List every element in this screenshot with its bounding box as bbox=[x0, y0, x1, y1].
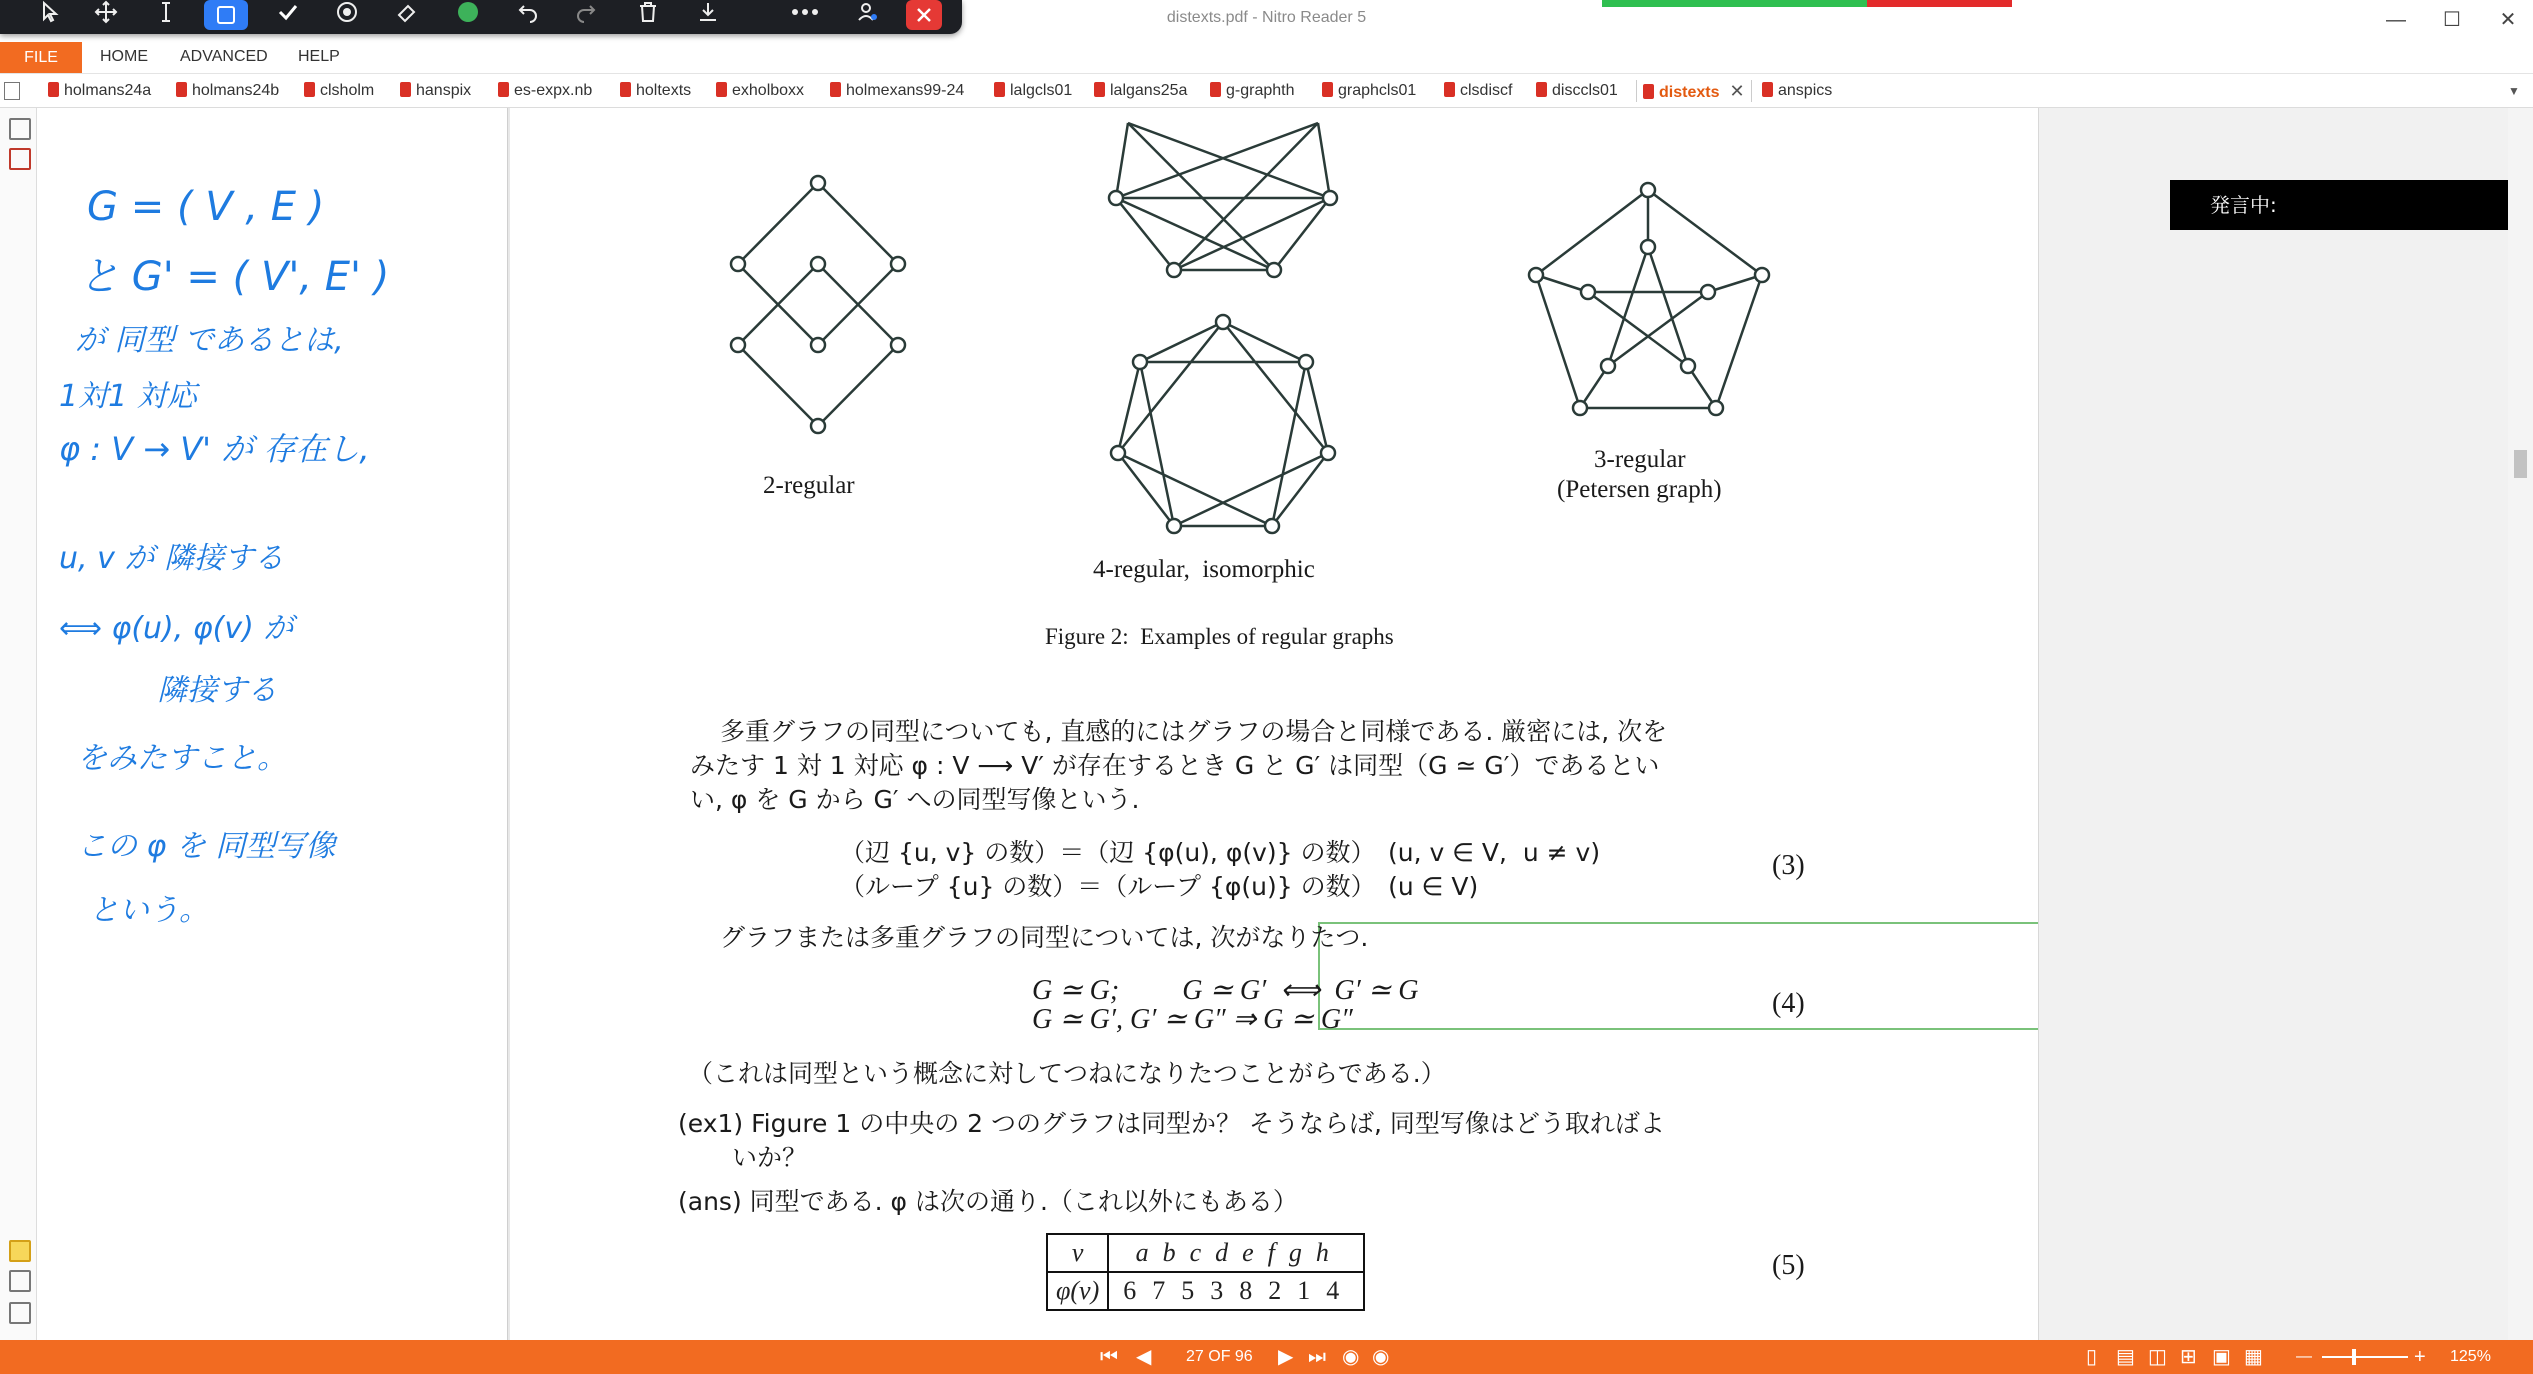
facing-continuous-view-icon[interactable]: ⊞ bbox=[2180, 1346, 2197, 1368]
label-two-regular: 2-regular bbox=[763, 472, 855, 499]
tab-label: exholboxx bbox=[732, 82, 805, 99]
delete-icon[interactable] bbox=[628, 0, 668, 30]
row-label-v: v bbox=[1047, 1234, 1108, 1272]
pdf-file-icon bbox=[716, 82, 727, 97]
tab-close-icon[interactable]: ✕ bbox=[1729, 81, 1745, 101]
tab-es-expx[interactable] bbox=[498, 80, 592, 102]
tab-label: holmans24b bbox=[192, 82, 280, 99]
tab-label: lalgcls01 bbox=[1010, 82, 1073, 99]
fit-width-icon[interactable]: ▦ bbox=[2244, 1346, 2263, 1368]
tab-label: disccls01 bbox=[1552, 82, 1618, 99]
more-icon[interactable] bbox=[785, 0, 825, 30]
tab-label: anspics bbox=[1778, 82, 1833, 99]
tab-anspics[interactable] bbox=[1762, 80, 1832, 102]
previous-page-icon[interactable]: ◀ bbox=[1136, 1346, 1152, 1368]
menu-home[interactable]: HOME bbox=[100, 48, 148, 65]
pdf-file-icon bbox=[304, 82, 315, 97]
pdf-file-icon bbox=[1210, 82, 1221, 97]
equation-4-number: (4) bbox=[1772, 988, 1805, 1019]
speaking-banner: 発言中: bbox=[2170, 180, 2512, 230]
pdf-file-icon bbox=[498, 82, 509, 97]
exercise-1-line-2: いか？ bbox=[732, 1143, 808, 1172]
pdf-file-icon bbox=[1094, 82, 1105, 97]
equation-4-line-1: G ≃ G; G ≃ G′ ⟺ G′ ≃ G bbox=[1032, 975, 1419, 1006]
redo-icon[interactable] bbox=[566, 0, 606, 30]
attachments-panel-icon[interactable] bbox=[9, 1270, 31, 1292]
figure-caption: Figure 2: Examples of regular graphs bbox=[1045, 624, 1394, 649]
petersen-graph bbox=[1536, 190, 1762, 408]
tab-label: distexts bbox=[1659, 84, 1720, 101]
settings-icon[interactable] bbox=[848, 0, 888, 30]
pdf-file-icon bbox=[1536, 82, 1547, 97]
two-regular-graph bbox=[738, 183, 898, 426]
forward-icon[interactable]: ◉ bbox=[1372, 1346, 1390, 1368]
exercise-1-line-1: (ex1) Figure 1 の中央の 2 つのグラフは同型か？ そうならば, 同型写像はどう取ればよ bbox=[678, 1109, 1665, 1138]
tab-label: es-expx.nb bbox=[514, 82, 593, 99]
pdf-file-icon bbox=[1762, 82, 1773, 97]
note-line-10: この φ を 同型写像 bbox=[77, 829, 336, 864]
tab-g-graphth[interactable] bbox=[1210, 80, 1295, 102]
eraser-icon[interactable] bbox=[387, 0, 427, 30]
paragraph-2: グラフまたは多重グラフの同型については, 次がなりたつ. bbox=[720, 923, 1369, 952]
tab-label: hanspix bbox=[416, 82, 472, 99]
pdf-file-icon bbox=[1643, 84, 1654, 99]
menu-bar bbox=[0, 40, 2533, 74]
tab-graphcls01[interactable] bbox=[1322, 80, 1416, 102]
note-line-11: という。 bbox=[89, 893, 209, 928]
color-dot-icon[interactable] bbox=[448, 0, 488, 30]
pdf-file-icon bbox=[830, 82, 841, 97]
note-line-4: 1対1 対応 bbox=[59, 379, 197, 414]
label-four-regular: 4-regular, isomorphic bbox=[1093, 556, 1315, 583]
table-mapped-values: 67538214 bbox=[1108, 1272, 1364, 1310]
note-line-5: φ : V → V' が 存在し, bbox=[59, 430, 370, 468]
equation-3-line-2: （ループ {u} の数）＝（ループ {φ(u)} の数） (u ∈ V) bbox=[840, 872, 1479, 901]
tab-clsholm[interactable] bbox=[304, 80, 374, 102]
vertical-scrollbar[interactable] bbox=[2508, 108, 2533, 1340]
close-icon[interactable] bbox=[906, 0, 942, 30]
comments-panel-icon[interactable] bbox=[9, 1240, 31, 1262]
move-icon[interactable] bbox=[86, 0, 126, 30]
equation-3-number: (3) bbox=[1772, 850, 1805, 881]
paragraph-1-line-2: みたす 1 対 1 対応 φ : V ⟶ V′ が存在するとき G と G′ は同型（G ≃ G′）であるとい bbox=[690, 751, 1660, 780]
tab-lalgans25a[interactable] bbox=[1094, 80, 1187, 102]
zoom-slider-thumb[interactable] bbox=[2352, 1349, 2356, 1365]
first-page-icon[interactable]: ⏮ bbox=[1100, 1346, 1118, 1368]
continuous-view-icon[interactable]: ▤ bbox=[2116, 1346, 2135, 1368]
paragraph-1-line-1: 多重グラフの同型についても, 直感的にはグラフの場合と同様である. 厳密には, 次を bbox=[720, 717, 1668, 746]
page-gutter-right bbox=[2038, 108, 2509, 1340]
stamp-icon[interactable] bbox=[327, 0, 367, 30]
tab-list-icon[interactable] bbox=[4, 82, 20, 100]
table-row bbox=[1047, 1234, 1364, 1272]
paragraph-3: （これは同型という概念に対してつねになりたつことがらである.） bbox=[688, 1059, 1446, 1088]
label-three-regular: 3-regular bbox=[1594, 446, 1686, 473]
zoom-level[interactable]: 125% bbox=[2450, 1348, 2491, 1365]
zoom-in-button[interactable]: + bbox=[2414, 1346, 2426, 1368]
paragraph-1-line-3: い, φ を G から G′ への同型写像という. bbox=[690, 785, 1140, 814]
pdf-page[interactable] bbox=[510, 108, 2038, 1340]
tab-holmans24b[interactable] bbox=[176, 80, 279, 102]
menu-file[interactable]: FILE bbox=[0, 42, 82, 73]
download-icon[interactable] bbox=[688, 0, 728, 30]
check-icon[interactable] bbox=[268, 0, 308, 30]
tab-clsdiscf[interactable] bbox=[1444, 80, 1512, 102]
rectangle-icon[interactable] bbox=[204, 0, 248, 30]
tab-disccls01[interactable] bbox=[1536, 80, 1618, 102]
top-graph bbox=[1116, 123, 1330, 270]
pdf-file-icon bbox=[620, 82, 631, 97]
menu-help[interactable]: HELP bbox=[298, 48, 340, 65]
label-petersen: (Petersen graph) bbox=[1557, 476, 1722, 503]
scrollbar-thumb[interactable] bbox=[2514, 450, 2527, 478]
document-tab-bar bbox=[0, 74, 2533, 108]
pdf-file-icon bbox=[48, 82, 59, 97]
zoom-slider[interactable] bbox=[2322, 1356, 2408, 1358]
bookmarks-panel-icon[interactable] bbox=[9, 148, 31, 170]
tab-exholboxx[interactable] bbox=[716, 80, 804, 102]
facing-view-icon[interactable]: ◫ bbox=[2148, 1346, 2167, 1368]
four-regular-graph bbox=[1118, 322, 1328, 526]
note-line-7: ⟺ φ(u), φ(v) が bbox=[59, 611, 294, 646]
menu-advanced[interactable]: ADVANCED bbox=[180, 48, 268, 65]
pointer-icon[interactable] bbox=[30, 0, 70, 30]
text-cursor-icon[interactable] bbox=[146, 0, 186, 30]
tab-label: g-graphth bbox=[1226, 82, 1295, 99]
tab-label: holmans24a bbox=[64, 82, 152, 99]
undo-icon[interactable] bbox=[508, 0, 548, 30]
equation-5-number: (5) bbox=[1772, 1250, 1805, 1281]
equation-4-line-2: G ≃ G′, G′ ≃ G″ ⇒ G ≃ G″ bbox=[1032, 1004, 1353, 1035]
page-indicator[interactable]: 27 OF 96 bbox=[1186, 1348, 1253, 1365]
tab-distexts[interactable] bbox=[1636, 80, 1752, 102]
tab-holmans24a[interactable] bbox=[48, 80, 151, 102]
output-panel-icon[interactable] bbox=[9, 1302, 31, 1324]
isomorphism-mapping-table bbox=[1046, 1233, 1365, 1311]
handwritten-notes-panel[interactable] bbox=[37, 108, 508, 1340]
status-bar bbox=[0, 1340, 2533, 1374]
equation-3-line-1: （辺 {u, v} の数）＝（辺 {φ(u), φ(v)} の数） (u, v ∈ V, u ≠ v) bbox=[840, 838, 1601, 867]
pdf-file-icon bbox=[400, 82, 411, 97]
handwriting-canvas[interactable] bbox=[37, 108, 507, 1340]
note-line-6: u, v が 隣接する bbox=[59, 541, 284, 576]
left-rail bbox=[0, 108, 37, 1340]
last-page-icon[interactable]: ⏭ bbox=[1308, 1346, 1326, 1368]
table-row bbox=[1047, 1272, 1364, 1310]
annotation-toolbar bbox=[0, 0, 962, 34]
note-line-1: G = ( V , E ) bbox=[87, 184, 325, 230]
regular-graphs-figure bbox=[510, 108, 2038, 628]
tab-holmexans99-24[interactable] bbox=[830, 80, 964, 102]
tab-lalgcls01[interactable] bbox=[994, 80, 1072, 102]
note-line-8: 隣接する bbox=[157, 673, 277, 708]
note-line-9: をみたすこと。 bbox=[77, 741, 287, 776]
row-label-phi-v: φ(v) bbox=[1047, 1272, 1108, 1310]
note-line-3: が 同型 であるとは, bbox=[75, 323, 344, 358]
window-title: distexts.pdf - Nitro Reader 5 bbox=[1166, 9, 1367, 26]
fit-page-icon[interactable]: ▣ bbox=[2212, 1346, 2231, 1368]
tab-label: clsholm bbox=[320, 82, 375, 99]
recording-progress-red bbox=[1867, 0, 2012, 7]
tab-label: clsdiscf bbox=[1460, 82, 1513, 99]
recording-progress-green bbox=[1602, 0, 1867, 7]
table-header-values: abcdefgh bbox=[1108, 1234, 1364, 1272]
pdf-file-icon bbox=[994, 82, 1005, 97]
single-page-view-icon[interactable]: ▯ bbox=[2086, 1346, 2098, 1368]
note-line-2: と G' = ( V', E' ) bbox=[79, 254, 390, 300]
tab-overflow-icon[interactable]: ▼ bbox=[2508, 84, 2520, 98]
back-icon[interactable]: ◉ bbox=[1342, 1346, 1360, 1368]
zoom-out-button[interactable]: — bbox=[2296, 1348, 2312, 1365]
pdf-file-icon bbox=[1444, 82, 1455, 97]
pages-panel-icon[interactable] bbox=[9, 118, 31, 140]
pdf-file-icon bbox=[176, 82, 187, 97]
tab-hanspix[interactable] bbox=[400, 80, 471, 102]
next-page-icon[interactable]: ▶ bbox=[1278, 1346, 1294, 1368]
maximize-button[interactable]: ☐ bbox=[2443, 9, 2461, 31]
pdf-file-icon bbox=[1322, 82, 1333, 97]
tab-label: lalgans25a bbox=[1110, 82, 1188, 99]
close-window-button[interactable]: ✕ bbox=[2499, 9, 2517, 31]
answer-line: (ans) 同型である. φ は次の通り.（これ以外にもある） bbox=[678, 1187, 1298, 1216]
tab-label: holmexans99-24 bbox=[846, 82, 965, 99]
tab-label: graphcls01 bbox=[1338, 82, 1417, 99]
minimize-button[interactable]: — bbox=[2386, 9, 2406, 31]
tab-holtexts[interactable] bbox=[620, 80, 691, 102]
tab-label: holtexts bbox=[636, 82, 692, 99]
